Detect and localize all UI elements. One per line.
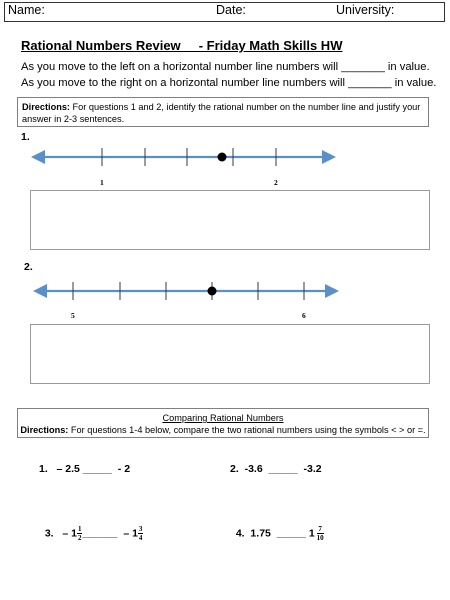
- comparing-directions-label: Directions:: [20, 425, 69, 435]
- number-line-2-right-arrow: [325, 284, 339, 298]
- date-label: Date:: [216, 3, 246, 17]
- compare-item-4-prefix: 4. 1.75 _____ 1: [235, 527, 315, 540]
- compare-item-3: [39, 513, 143, 542]
- fraction-numerator: 3: [138, 525, 143, 533]
- number-line-2-point: [208, 287, 217, 296]
- comparing-directions-body: For questions 1-4 below, compare the two rational numbers using the symbols < > or =.: [68, 425, 426, 435]
- comparing-directions-content: [18, 409, 428, 436]
- fraction-denominator: 10: [316, 534, 324, 542]
- directions-body: For questions 1 and 2, identify the rational number on the number line and justify your answer in 2-3 sentences.: [22, 102, 421, 124]
- compare-item-3-mid: ______ – 1: [82, 527, 138, 540]
- answer-box-2[interactable]: [30, 324, 430, 384]
- name-label: Name:: [8, 3, 45, 17]
- number-line-2-left-arrow: [33, 284, 47, 298]
- number-line-2-label-left: 5: [71, 311, 75, 320]
- fraction-numerator: 1: [77, 525, 82, 533]
- fraction-numerator: 7: [318, 525, 322, 533]
- page-title: Rational Numbers Review - Friday Math Skills HW: [21, 38, 343, 53]
- intro-line-left: As you move to the left on a horizontal number line numbers will _______ in value.: [21, 61, 430, 73]
- fraction-denominator: 2: [77, 534, 82, 542]
- directions-label: Directions:: [22, 102, 70, 112]
- fraction-seven-tenths: [317, 525, 324, 542]
- number-line-2-label-right: 6: [302, 311, 306, 320]
- question-1-number: 1.: [21, 131, 30, 143]
- comparing-directions-box: [17, 408, 429, 438]
- fraction-denominator: 4: [138, 534, 143, 542]
- compare-item-4: [230, 513, 324, 542]
- compare-item-2: 2. -3.6 _____ -3.2: [230, 463, 322, 475]
- compare-item-1: 1. – 2.5 _____ - 2: [39, 463, 131, 475]
- compare-item-3-prefix: 3. – 1: [44, 527, 77, 540]
- number-line-1-label-left: 1: [100, 178, 104, 187]
- intro-line-right: As you move to the right on a horizontal number line numbers will _______ in value.: [21, 77, 437, 89]
- question-2-number: 2.: [24, 261, 33, 273]
- comparing-heading: Comparing Rational Numbers: [162, 413, 284, 423]
- comparing-directions-text: [20, 424, 426, 436]
- university-label: University:: [336, 3, 395, 17]
- number-line-1-label-right: 2: [274, 178, 278, 187]
- fraction-three-quarters: [138, 525, 144, 542]
